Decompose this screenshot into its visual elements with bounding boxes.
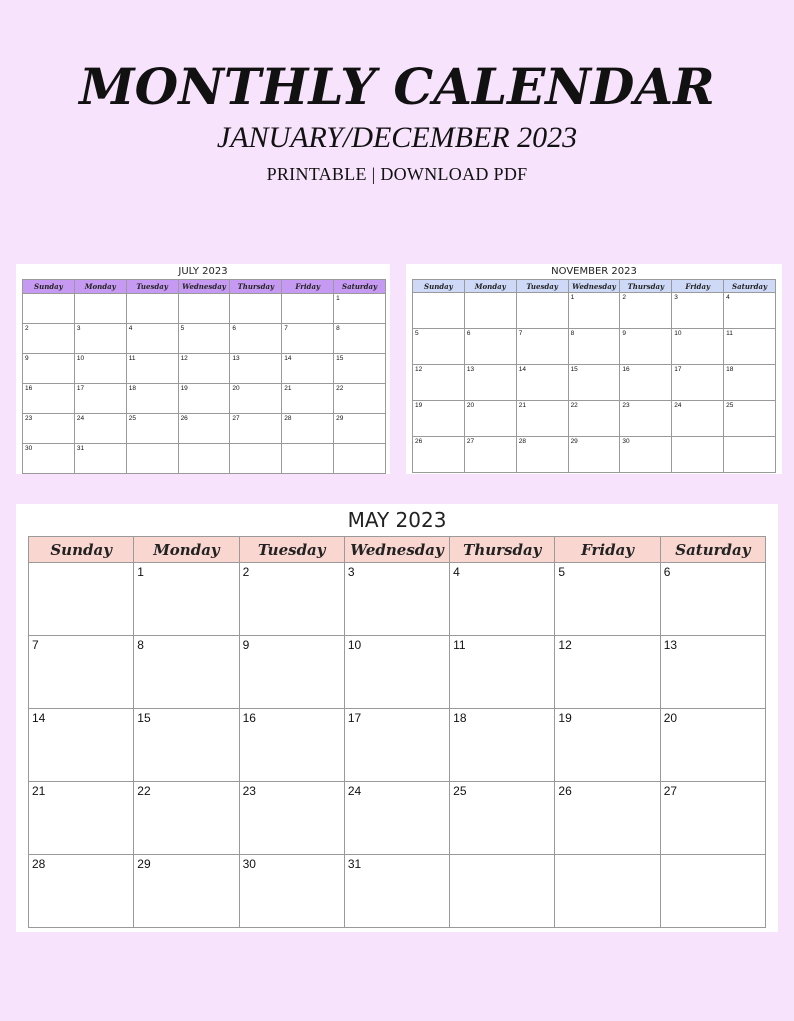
day-cell: 17 (672, 365, 724, 401)
day-cell: 21 (517, 401, 569, 437)
day-cell (230, 294, 282, 324)
day-cell (724, 437, 776, 473)
day-cell (282, 294, 334, 324)
day-cell: 10 (75, 354, 127, 384)
weekday-header: Friday (282, 280, 334, 294)
day-cell: 31 (345, 855, 450, 928)
day-cell: 19 (179, 384, 231, 414)
day-cell: 8 (569, 329, 621, 365)
calendar-title: NOVEMBER 2023 (551, 266, 637, 277)
weekday-header: Sunday (29, 537, 134, 563)
calendar-november (406, 264, 782, 474)
day-cell: 22 (134, 782, 239, 855)
day-cell: 1 (134, 563, 239, 636)
day-cell: 1 (334, 294, 386, 324)
calendar-grid (28, 536, 766, 928)
day-cell (179, 294, 231, 324)
day-cell: 14 (282, 354, 334, 384)
day-cell: 22 (569, 401, 621, 437)
day-cell: 5 (179, 324, 231, 354)
day-cell: 12 (413, 365, 465, 401)
day-cell: 29 (134, 855, 239, 928)
calendar-may (16, 504, 778, 932)
weekday-header: Saturday (724, 280, 776, 293)
day-cell: 30 (240, 855, 345, 928)
day-cell: 28 (282, 414, 334, 444)
day-cell: 6 (661, 563, 766, 636)
weekday-header: Friday (672, 280, 724, 293)
day-cell: 12 (555, 636, 660, 709)
day-cell: 18 (450, 709, 555, 782)
day-cell: 16 (240, 709, 345, 782)
day-cell: 28 (517, 437, 569, 473)
day-cell: 8 (334, 324, 386, 354)
day-cell: 26 (413, 437, 465, 473)
day-cell: 27 (230, 414, 282, 444)
weekday-header: Sunday (413, 280, 465, 293)
day-cell: 27 (465, 437, 517, 473)
day-cell (29, 563, 134, 636)
day-cell: 23 (240, 782, 345, 855)
day-cell: 15 (334, 354, 386, 384)
day-cell: 23 (620, 401, 672, 437)
day-cell: 16 (620, 365, 672, 401)
day-cell: 2 (23, 324, 75, 354)
weekday-header: Thursday (230, 280, 282, 294)
weekday-header: Saturday (661, 537, 766, 563)
day-cell: 25 (724, 401, 776, 437)
day-cell: 3 (75, 324, 127, 354)
day-cell: 5 (555, 563, 660, 636)
weekday-header: Monday (465, 280, 517, 293)
day-cell: 20 (661, 709, 766, 782)
day-cell: 7 (517, 329, 569, 365)
day-cell: 25 (127, 414, 179, 444)
day-cell: 7 (29, 636, 134, 709)
weekday-header: Tuesday (517, 280, 569, 293)
day-cell: 10 (672, 329, 724, 365)
calendar-july (16, 264, 390, 474)
day-cell: 25 (450, 782, 555, 855)
day-cell: 11 (127, 354, 179, 384)
day-cell: 16 (23, 384, 75, 414)
day-cell: 2 (240, 563, 345, 636)
day-cell: 31 (75, 444, 127, 474)
weekday-header: Friday (555, 537, 660, 563)
weekday-header: Tuesday (127, 280, 179, 294)
calendar-title: MAY 2023 (347, 508, 447, 532)
day-cell: 6 (230, 324, 282, 354)
weekday-header: Monday (134, 537, 239, 563)
weekday-header: Thursday (450, 537, 555, 563)
day-cell: 3 (345, 563, 450, 636)
day-cell: 13 (661, 636, 766, 709)
calendar-grid (412, 279, 776, 473)
day-cell: 20 (230, 384, 282, 414)
day-cell: 26 (555, 782, 660, 855)
calendar-title: JULY 2023 (178, 266, 228, 277)
day-cell: 27 (661, 782, 766, 855)
day-cell: 15 (134, 709, 239, 782)
day-cell (179, 444, 231, 474)
day-cell: 21 (282, 384, 334, 414)
day-cell: 28 (29, 855, 134, 928)
day-cell: 26 (179, 414, 231, 444)
day-cell: 30 (23, 444, 75, 474)
day-cell: 9 (23, 354, 75, 384)
day-cell: 29 (334, 414, 386, 444)
day-cell: 24 (75, 414, 127, 444)
day-cell (450, 855, 555, 928)
weekday-header: Thursday (620, 280, 672, 293)
weekday-header: Wednesday (179, 280, 231, 294)
weekday-header: Wednesday (569, 280, 621, 293)
day-cell (661, 855, 766, 928)
day-cell: 12 (179, 354, 231, 384)
day-cell (127, 444, 179, 474)
day-cell (230, 444, 282, 474)
day-cell: 22 (334, 384, 386, 414)
day-cell (127, 294, 179, 324)
day-cell: 13 (230, 354, 282, 384)
day-cell: 13 (465, 365, 517, 401)
day-cell (75, 294, 127, 324)
page-title: MONTHLY CALENDAR (79, 57, 715, 116)
page-tagline: PRINTABLE | DOWNLOAD PDF (266, 164, 528, 184)
day-cell: 4 (724, 293, 776, 329)
day-cell: 11 (724, 329, 776, 365)
day-cell: 11 (450, 636, 555, 709)
page-subtitle: JANUARY/DECEMBER 2023 (216, 121, 578, 154)
day-cell: 14 (517, 365, 569, 401)
day-cell: 6 (465, 329, 517, 365)
day-cell: 5 (413, 329, 465, 365)
day-cell: 29 (569, 437, 621, 473)
day-cell: 23 (23, 414, 75, 444)
day-cell: 4 (127, 324, 179, 354)
weekday-header: Tuesday (240, 537, 345, 563)
day-cell (555, 855, 660, 928)
day-cell (23, 294, 75, 324)
day-cell: 21 (29, 782, 134, 855)
day-cell: 19 (413, 401, 465, 437)
weekday-header: Sunday (23, 280, 75, 294)
day-cell (334, 444, 386, 474)
day-cell: 9 (240, 636, 345, 709)
day-cell: 17 (345, 709, 450, 782)
day-cell: 18 (127, 384, 179, 414)
day-cell (282, 444, 334, 474)
day-cell: 15 (569, 365, 621, 401)
day-cell (465, 293, 517, 329)
weekday-header: Saturday (334, 280, 386, 294)
weekday-header: Wednesday (345, 537, 450, 563)
day-cell (413, 293, 465, 329)
day-cell: 1 (569, 293, 621, 329)
day-cell (672, 437, 724, 473)
weekday-header: Monday (75, 280, 127, 294)
day-cell: 17 (75, 384, 127, 414)
day-cell: 2 (620, 293, 672, 329)
day-cell (517, 293, 569, 329)
day-cell: 4 (450, 563, 555, 636)
day-cell: 8 (134, 636, 239, 709)
day-cell: 19 (555, 709, 660, 782)
day-cell: 20 (465, 401, 517, 437)
day-cell: 14 (29, 709, 134, 782)
day-cell: 24 (672, 401, 724, 437)
day-cell: 18 (724, 365, 776, 401)
day-cell: 30 (620, 437, 672, 473)
day-cell: 9 (620, 329, 672, 365)
day-cell: 7 (282, 324, 334, 354)
day-cell: 3 (672, 293, 724, 329)
calendar-grid (22, 279, 386, 474)
day-cell: 10 (345, 636, 450, 709)
day-cell: 24 (345, 782, 450, 855)
